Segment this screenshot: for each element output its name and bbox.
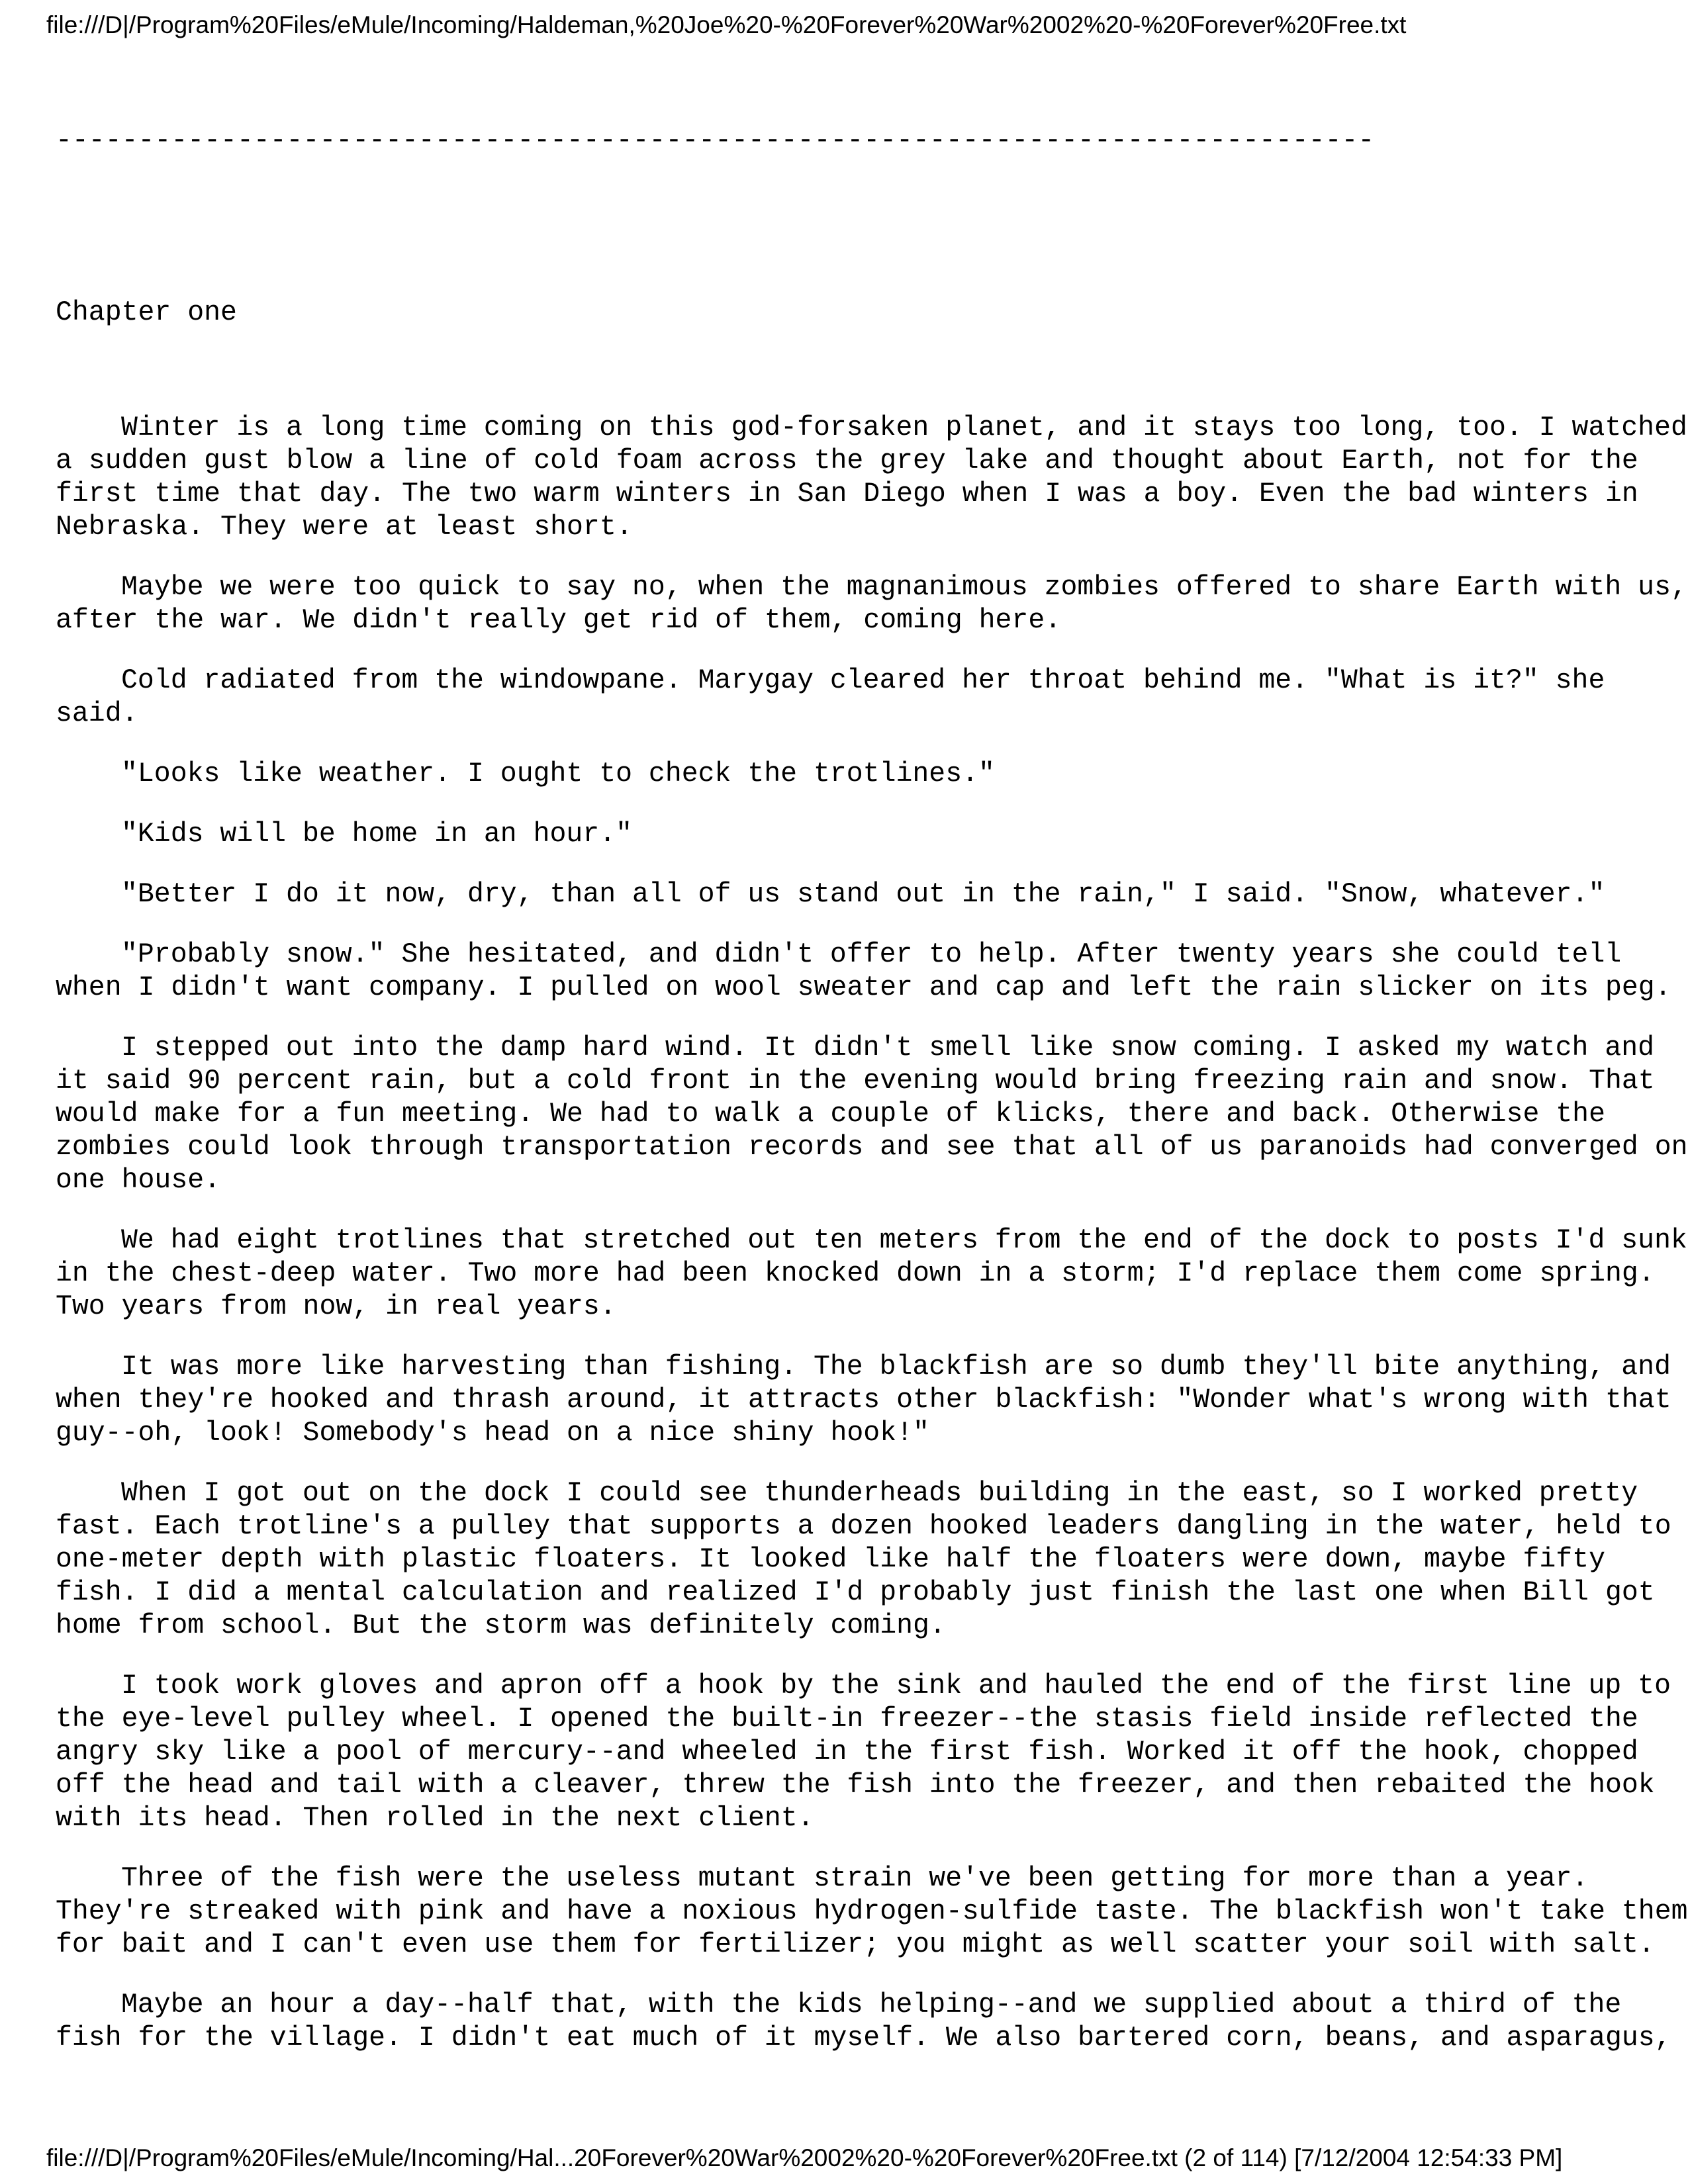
paragraph-7: "Probably snow." She hesitated, and didn't offer to help. After twenty years she could tell when I didn't want company. I pulled on wool sweater and cap and left the rain slicker on its peg. xyxy=(56,939,1671,1003)
paragraph-3: Cold radiated from the windowpane. Marygay cleared her throat behind me. "What is it?" she said. xyxy=(56,665,1605,729)
paragraph-14: Maybe an hour a day--half that, with the kids helping--and we supplied about a third of the fish for the village. I didn't eat much of it myself. We also bartered corn, beans, and asparagus, xyxy=(56,1989,1671,2054)
paragraph-13: Three of the fish were the useless mutant strain we've been getting for more than a year. They're streaked with pink and have a noxious hydrogen-sulfide taste. The blackfish won't take them for bait and I can't even use them for fertilizer; you might as well scatter your soil with salt. xyxy=(56,1863,1688,1960)
paragraph-5: "Kids will be home in an hour." xyxy=(121,819,633,850)
footer-file-info: file:///D|/Program%20Files/eMule/Incoming/Hal...20Forever%20War%2002%20-%20Forever%20Free.txt (2 of 114) [7/12/2004 12:54:33 PM] xyxy=(46,2144,1563,2171)
paragraph-8: I stepped out into the damp hard wind. It didn't smell like snow coming. I asked my watch and it said 90 percent rain, but a cold front in the evening would bring freezing rain and snow. That would make for a fun meeting. We had to walk a couple of klicks, there and back. Otherwise the zombies could look through transportation records and see that all of us paranoids had converged on one house. xyxy=(56,1032,1688,1196)
horizontal-rule-text: -------------------------------------------------------------------------------- xyxy=(56,125,1375,156)
paragraph-1: Winter is a long time coming on this god-forsaken planet, and it stays too long, too. I watched a sudden gust blow a line of cold foam across the grey lake and thought about Earth, not for the first time that day. The two warm winters in San Diego when I was a boy. Even the bad winters in Nebraska. They were at least short. xyxy=(56,412,1687,543)
paragraph-12: I took work gloves and apron off a hook by the sink and hauled the end of the first line up to the eye-level pulley wheel. I opened the built-in freezer--the stasis field inside reflected the angry sky like a pool of mercury--and wheeled in the first fish. Worked it off the hook, chopped off the head and tail with a cleaver, threw the fish into the freezer, and then rebaited the hook with its head. Then rolled in the next client. xyxy=(56,1670,1671,1834)
chapter-title: Chapter one xyxy=(56,297,237,328)
paragraph-4: "Looks like weather. I ought to check the trotlines." xyxy=(121,758,995,790)
paragraph-list xyxy=(56,412,1688,2082)
paragraph-6: "Better I do it now, dry, than all of us stand out in the rain," I said. "Snow, whatever." xyxy=(121,879,1605,910)
header-file-url: file:///D|/Program%20Files/eMule/Incoming/Haldeman,%20Joe%20-%20Forever%20War%2002%20-%20Forever%20Free.txt xyxy=(46,11,1407,38)
paragraph-11: When I got out on the dock I could see thunderheads building in the east, so I worked pretty fast. Each trotline's a pulley that supports a dozen hooked leaders dangling in the water, held to one-meter depth with plastic floaters. It looked like half the floaters were down, maybe fifty fish. I did a mental calculation and realized I'd probably just finish the last one when Bill got home from school. But the storm was definitely coming. xyxy=(56,1478,1671,1641)
paragraph-10: It was more like harvesting than fishing. The blackfish are so dumb they'll bite anything, and when they're hooked and thrash around, it attracts other blackfish: "Wonder what's wrong with that guy--oh, look! Somebody's head on a nice shiny hook!" xyxy=(56,1351,1671,1449)
paragraph-9: We had eight trotlines that stretched out ten meters from the end of the dock to posts I'd sunk in the chest-deep water. Two more had been knocked down in a storm; I'd replace them come spring. Two years from now, in real years. xyxy=(56,1225,1687,1322)
paragraph-2: Maybe we were too quick to say no, when the magnanimous zombies offered to share Earth with us, after the war. We didn't really get rid of them, coming here. xyxy=(56,572,1687,636)
